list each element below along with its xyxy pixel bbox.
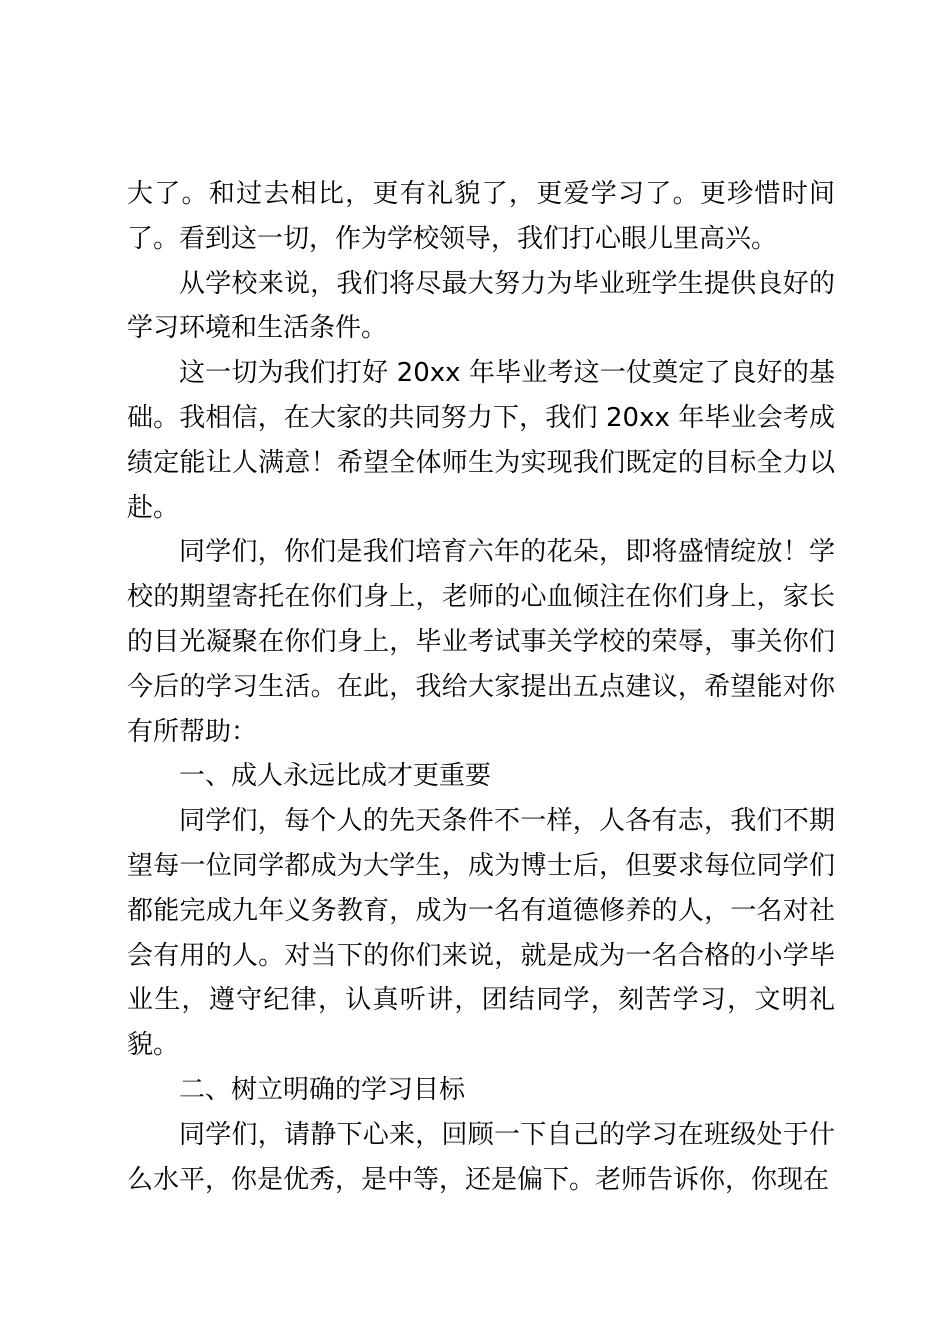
paragraph-4: 同学们，你们是我们培育六年的花朵，即将盛情绽放！学校的期望寄托在你们身上，老师的心血倾注在你们身上，家长的目光凝聚在你们身上，毕业考试事关学校的荣辱，事关你们今后的学习生活。在此，我给大家提出五点建议，希望能对你有所帮助：	[127, 537, 835, 747]
paragraph-6: 同学们，请静下心来，回顾一下自己的学习在班级处于什么水平，你是优秀，是中等，还是偏下。老师告诉你，你现在	[127, 1119, 835, 1195]
body-text	[127, 172, 835, 1202]
section-heading-1: 一、成人永远比成才更重要	[179, 761, 492, 792]
paragraph-1: 大了。和过去相比，更有礼貌了，更爱学习了。更珍惜时间了。看到这一切，作为学校领导，我们打心眼儿里高兴。	[127, 179, 835, 254]
paragraph-5: 同学们，每个人的先天条件不一样，人各有志，我们不期望每一位同学都成为大学生，成为博士后，但要求每位同学们都能完成九年义务教育，成为一名有道德修养的人，一名对社会有用的人。对当下的你们来说，就是成为一名合格的小学毕业生，遵守纪律，认真听讲，团结同学，刻苦学习，文明礼貌。	[127, 806, 835, 1061]
section-heading-2: 二、树立明确的学习目标	[179, 1074, 466, 1105]
paragraph-3: 这一切为我们打好 20xx 年毕业考这一仗奠定了良好的基础。我相信，在大家的共同努力下，我们 20xx 年毕业会考成绩定能让人满意！希望全体师生为实现我们既定的目标全力以赴。	[127, 358, 835, 523]
paragraph-2: 从学校来说，我们将尽最大努力为毕业班学生提供良好的学习环境和生活条件。	[127, 268, 835, 344]
